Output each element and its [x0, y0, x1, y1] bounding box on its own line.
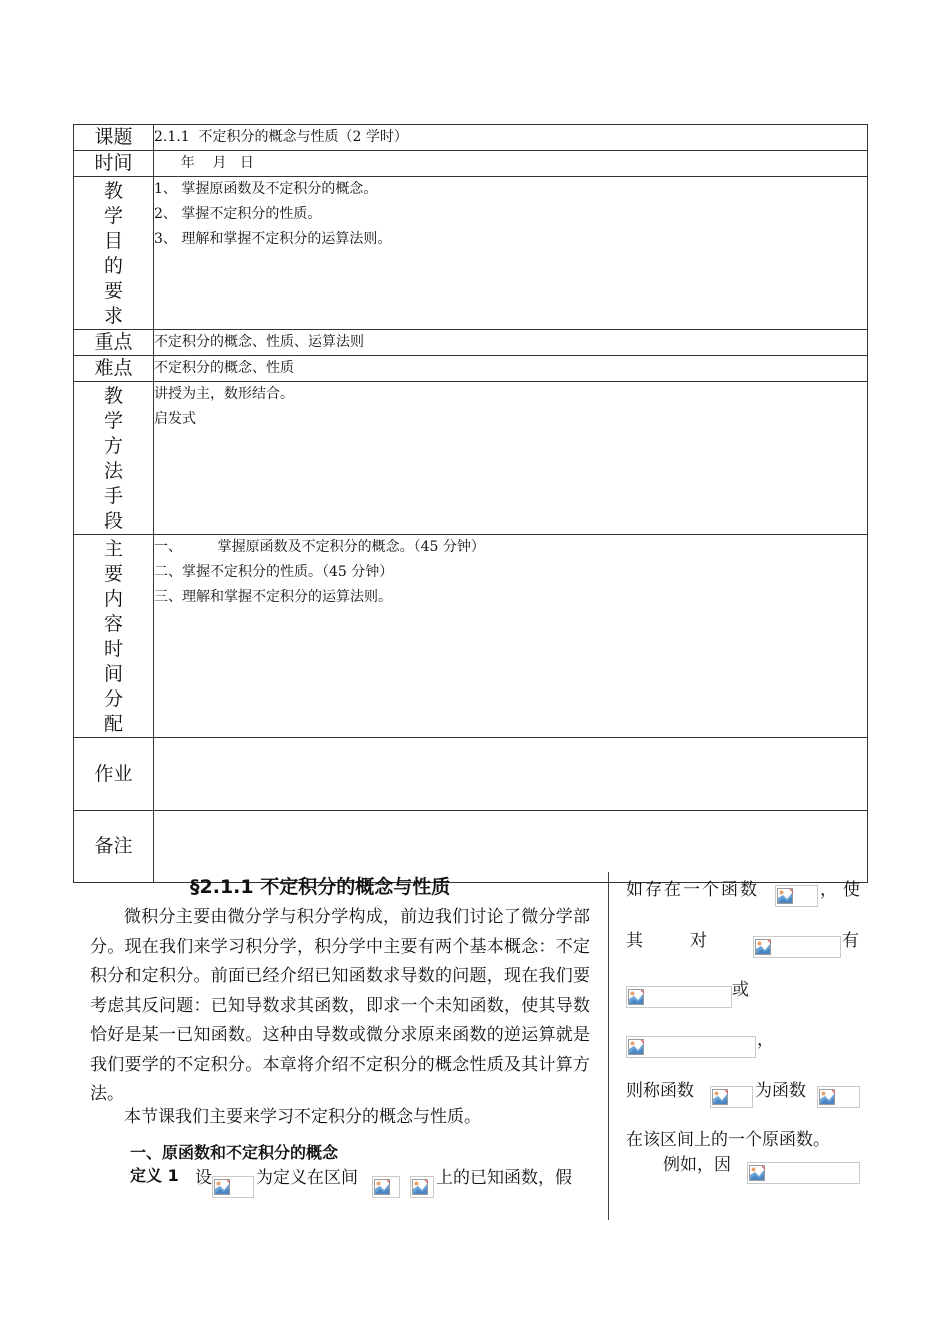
goal-item: 2、 掌握不定积分的性质。 — [154, 206, 322, 222]
difficulty-value: 不定积分的概念、性质 — [154, 356, 868, 382]
lesson-plan-table — [73, 124, 868, 883]
formula-image — [775, 885, 818, 907]
content-item: 一、 掌握原函数及不定积分的概念。（45 分钟） — [154, 539, 485, 555]
right-text-2b: 对 — [690, 931, 707, 951]
method-item: 讲授为主，数形结合。 — [154, 386, 294, 402]
broken-image-icon — [749, 1165, 765, 1181]
right-text-5b: 为函数 — [755, 1081, 806, 1101]
formula-image — [212, 1176, 254, 1198]
right-text-6: 在该区间上的一个原函数。 — [626, 1130, 830, 1150]
formula-image — [710, 1086, 753, 1108]
content-item: 三、理解和掌握不定积分的运算法则。 — [154, 589, 392, 605]
definition-text-2: 为定义在区间 — [256, 1168, 358, 1188]
topic-label: 课题 — [74, 125, 154, 151]
right-text-2c: 有 — [842, 931, 859, 951]
broken-image-icon — [412, 1179, 428, 1195]
goals-label: 教 学 目 的 要 求 — [74, 177, 154, 330]
goals-list — [154, 177, 868, 330]
content-list — [154, 535, 868, 738]
content-label: 主 要 内 容 时 间 分 配 — [74, 535, 154, 738]
time-value: 年 月 日 — [154, 151, 868, 177]
right-text-1a: 如存在一个函数 — [626, 880, 759, 900]
broken-image-icon — [712, 1089, 728, 1105]
broken-image-icon — [755, 939, 771, 955]
methods-list — [154, 382, 868, 535]
broken-image-icon — [628, 1039, 644, 1055]
methods-label: 教 学 方 法 手 段 — [74, 382, 154, 535]
formula-image — [753, 936, 841, 958]
formula-image — [817, 1086, 860, 1108]
content-item: 二、掌握不定积分的性质。（45 分钟） — [154, 564, 394, 580]
intro-paragraph: 微积分主要由微分学与积分学构成，前边我们讨论了微分学部分。现在我们来学习积分学，积分学中主要有两个基本概念：不定积分和定积分。前面已经介绍已知函数求导数的问题，现在我们要考虑其反问题：已知导数求其函数，即求一个未知函数，使其导数恰好是某一已知函数。这种由导数或微分求原来函数的逆运算就是我们要学的不定积分。本章将介绍不定积分的概念性质及其计算方法。 — [90, 907, 590, 1104]
right-text-2a: 其 — [626, 931, 643, 951]
broken-image-icon — [374, 1179, 390, 1195]
notes-label: 备注 — [74, 811, 154, 883]
formula-image — [372, 1176, 400, 1198]
topic-value: 2.1.1 不定积分的概念与性质（2 学时） — [154, 125, 868, 151]
key-points-label: 重点 — [74, 330, 154, 356]
difficulty-label: 难点 — [74, 356, 154, 382]
formula-image — [626, 1036, 756, 1058]
right-text-1b: ，使 — [820, 880, 866, 900]
definition-text-1: 设 — [195, 1168, 212, 1188]
broken-image-icon — [819, 1089, 835, 1105]
right-text-4: ， — [757, 1030, 774, 1050]
section-title: §2.1.1 不定积分的概念与性质 — [190, 876, 451, 898]
definition-label: 定义 1 — [130, 1166, 179, 1185]
definition-text-3: 上的已知函数，假 — [436, 1168, 572, 1188]
formula-image — [410, 1176, 434, 1198]
right-text-3: 或 — [732, 980, 749, 1000]
method-item: 启发式 — [154, 411, 196, 427]
formula-image — [626, 986, 732, 1008]
broken-image-icon — [214, 1179, 230, 1195]
intro-paragraph-2: 本节课我们主要来学习不定积分的概念与性质。 — [124, 1107, 481, 1127]
column-divider — [608, 872, 609, 1220]
broken-image-icon — [777, 888, 793, 904]
key-points-value: 不定积分的概念、性质、运算法则 — [154, 330, 868, 356]
right-text-5a: 则称函数 — [626, 1081, 694, 1101]
time-label: 时间 — [74, 151, 154, 177]
goal-item: 1、 掌握原函数及不定积分的概念。 — [154, 181, 378, 197]
formula-image — [747, 1162, 860, 1184]
right-text-7: 例如，因 — [663, 1155, 731, 1175]
homework-value — [154, 738, 868, 811]
homework-label: 作业 — [74, 738, 154, 811]
heading-antiderivative: 一、原函数和不定积分的概念 — [130, 1143, 339, 1162]
broken-image-icon — [628, 989, 644, 1005]
goal-item: 3、 理解和掌握不定积分的运算法则。 — [154, 231, 392, 247]
